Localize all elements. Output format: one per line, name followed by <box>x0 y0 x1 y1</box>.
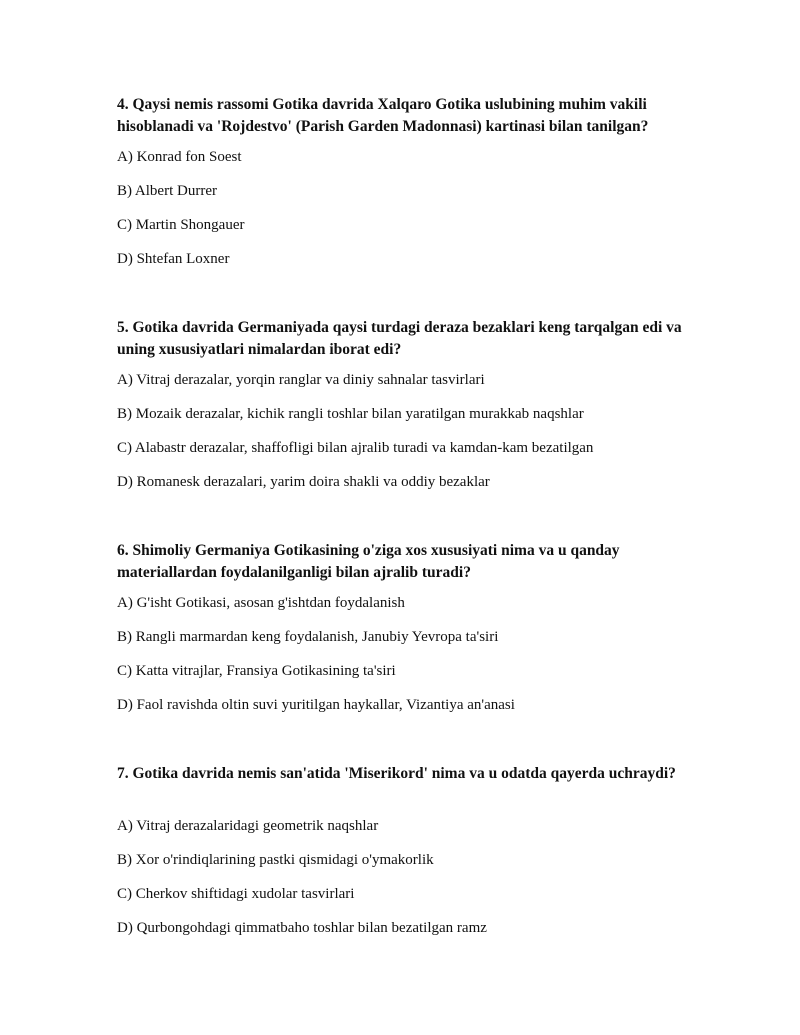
option-c: C) Cherkov shiftidagi xudolar tasvirlari <box>117 886 355 902</box>
option-a: A) Vitraj derazalar, yorqin ranglar va diniy sahnalar tasvirlari <box>117 372 485 388</box>
question-6 <box>117 540 697 713</box>
option-c: C) Alabastr derazalar, shaffofligi bilan ajralib turadi va kamdan-kam bezatilgan <box>117 440 594 456</box>
option-b: B) Rangli marmardan keng foydalanish, Janubiy Yevropa ta'siri <box>117 629 499 645</box>
question-text: 7. Gotika davrida nemis san'atida 'Miserikord' nima va u odatda qayerda uchraydi? <box>117 765 676 782</box>
question-text: 6. Shimoliy Germaniya Gotikasining o'ziga xos xususiyati nima va u qanday materiallardan foydalanilganligi bilan ajralib turadi? <box>117 542 620 581</box>
option-d: D) Qurbongohdagi qimmatbaho toshlar bilan bezatilgan ramz <box>117 920 487 936</box>
option-b: B) Albert Durrer <box>117 183 217 199</box>
question-5 <box>117 317 697 490</box>
option-a: A) Vitraj derazalaridagi geometrik naqshlar <box>117 818 379 834</box>
option-b: B) Mozaik derazalar, kichik rangli toshlar bilan yaratilgan murakkab naqshlar <box>117 406 584 422</box>
option-b: B) Xor o'rindiqlarining pastki qismidagi o'ymakorlik <box>117 852 434 868</box>
option-d: D) Shtefan Loxner <box>117 251 230 267</box>
option-c: C) Martin Shongauer <box>117 217 245 233</box>
option-c: C) Katta vitrajlar, Fransiya Gotikasining ta'siri <box>117 663 396 679</box>
question-4 <box>117 94 697 267</box>
question-text: 4. Qaysi nemis rassomi Gotika davrida Xalqaro Gotika uslubining muhim vakili hisoblanadi va 'Rojdestvo' (Parish Garden Madonnasi) kartinasi bilan tanilgan? <box>117 96 649 135</box>
question-text: 5. Gotika davrida Germaniyada qaysi turdagi deraza bezaklari keng tarqalgan edi va uning xususiyatlari nimalardan iborat edi? <box>117 319 682 358</box>
option-a: A) G'isht Gotikasi, asosan g'ishtdan foydalanish <box>117 595 405 611</box>
option-d: D) Romanesk derazalari, yarim doira shakli va oddiy bezaklar <box>117 474 490 490</box>
option-a: A) Konrad fon Soest <box>117 149 242 165</box>
question-7 <box>117 763 697 936</box>
option-d: D) Faol ravishda oltin suvi yuritilgan haykallar, Vizantiya an'anasi <box>117 697 515 713</box>
